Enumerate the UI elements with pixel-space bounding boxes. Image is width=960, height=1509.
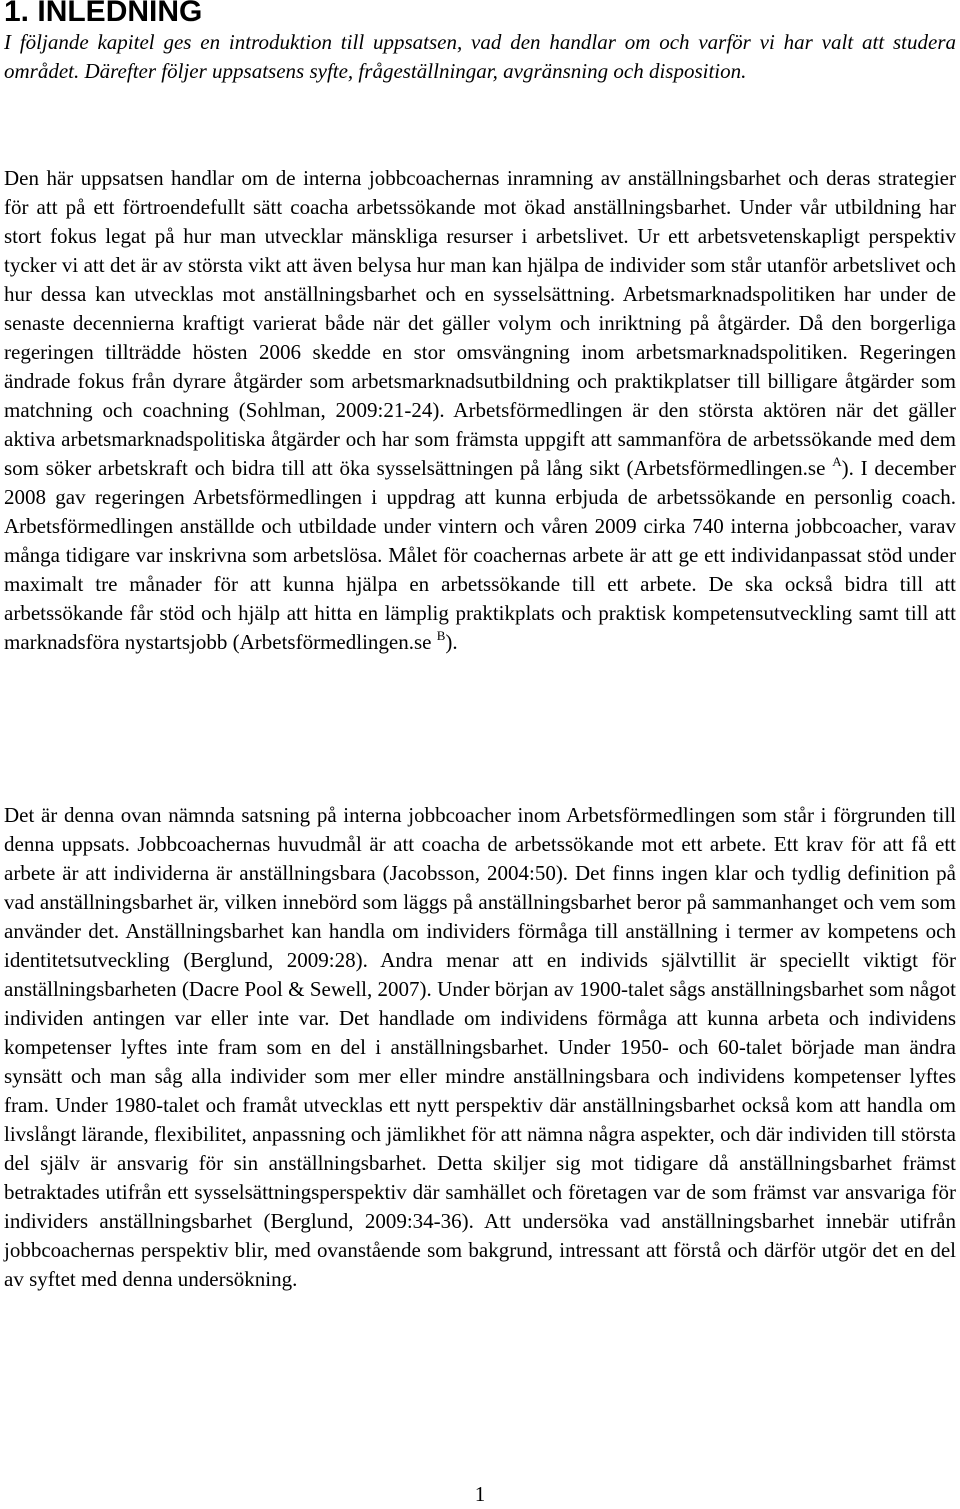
body-paragraph-2: Det är denna ovan nämnda satsning på interna jobbcoacher inom Arbetsförmedlingen som står i förgrunden till denna uppsats. Jobbcoachernas huvudmål är att coacha de arbetssökande mot ett arbete. Ett krav för att få ett arbete är att individerna är anställningsbara (Jacobsson, 2004:50). Det finns ingen klar och tydlig definition på vad anställningsbarhet är, vilken innebörd som läggs på anställningsbarhet beror på sammanhanget och vem som använder det. Anställningsbarhet kan handla om individers förmåga till anställning i termer av kompetens och identitetsutveckling (Berglund, 2009:28). Andra menar att en individs självtillit är speciellt viktigt för anställningsbarheten (Dacre Pool & Sewell, 2007). Under början av 1900-talet sågs anställningsbarhet som något individen antingen var eller inte var. Det handlade om individens förmåga att kunna arbeta och individens kompetenser lyftes inte fram som en del i anställningsbarhet. Under 1950- och 60-talet började man ändra synsätt och man såg alla individer som mer eller mindre anställningsbara och individens kompetenser lyftes fram. Under 1980-talet och framåt utvecklas ett nytt perspektiv där anställningsbarhet också kom att handla om livslångt lärande, flexibilitet, anpassning och jämlikhet för att nämna några aspekter, och där individen till största del själv är ansvarig för sin anställningsbarhet. Detta skiljer sig mot tidigare då anställningsbarhet främst betraktades utifrån ett sysselsättningsperspektiv där samhället och företagen var de som främst var ansvariga för individers anställningsbarhet (Berglund, 2009:34-36). Att undersöka vad anställningsbarhet innebär utifrån jobbcoachernas perspektiv blir, med ovanstående som bakgrund, intressant att förstå och därför utgör det en del av syftet med denna undersökning. <box>4 803 956 1291</box>
body-paragraph-1 <box>4 164 956 657</box>
page-number: 1 <box>474 1482 486 1506</box>
paragraph-1-text-b: ). I december 2008 gav regeringen Arbetsförmedlingen i uppdrag att kunna erbjuda de arbetssökande en personlig coach. Arbetsförmedlingen anställde och utbildade under vintern och våren 2009 cirka 740 interna jobbcoacher, varav många tidigare var inskrivna som arbetslösa. Målet för coachernas arbete är att ge ett individanpassat stöd under maximalt tre månader för att kunna hjälpa en arbetssökande till ett arbete. De ska också bidra till att arbetssökande får stöd och hjälp att hitta en lämplig praktikplats och praktisk kompetensutveckling samt till att marknadsföra nystartsjobb (Arbetsförmedlingen.se <box>4 456 956 654</box>
chapter-intro: I följande kapitel ges en introduktion till uppsatsen, vad den handlar om och varför vi har valt att studera området. Därefter följer uppsatsens syfte, frågeställningar, avgränsning och disposition. <box>4 30 956 83</box>
reference-superscript-b: B <box>436 628 446 643</box>
paragraph-1-text-a: Den här uppsatsen handlar om de interna jobbcoachernas inramning av anställningsbarhet och deras strategier för att på ett förtroendefullt sätt coacha arbetssökande mot ökad anställningsbarhet. Under vår utbildning har stort fokus legat på hur man utvecklar mänskliga resurser i arbetslivet. Ur ett arbetsvetenskapligt perspektiv tycker vi att det är av största vikt att även belysa hur man kan hjälpa de individer som står utanför arbetslivet och hur dessa kan utvecklas mot anställningsbarhet och en sysselsättning. Arbetsmarknadspolitiken har under de senaste decennierna kraftigt varierat både när det gäller volym och inriktning på åtgärder. Då den borgerliga regeringen tillträdde hösten 2006 skedde en stor omsvängning inom arbetsmarknadspolitiken. Regeringen ändrade fokus från dyrare åtgärder som arbetsmarknadsutbildning och praktikplatser till billigare åtgärder som matchning och coachning (Sohlman, 2009:21-24). Arbetsförmedlingen är den största aktören när det gäller aktiva arbetsmarknadspolitiska åtgärder och har som främsta uppgift att sammanföra de arbetssökande med dem som söker arbetskraft och bidra till att öka sysselsättningen på lång sikt (Arbetsförmedlingen.se <box>4 166 956 480</box>
reference-superscript-a: A <box>832 454 842 469</box>
chapter-heading: 1. INLEDNING <box>4 0 203 28</box>
paragraph-1-text-c: ). <box>445 630 458 654</box>
